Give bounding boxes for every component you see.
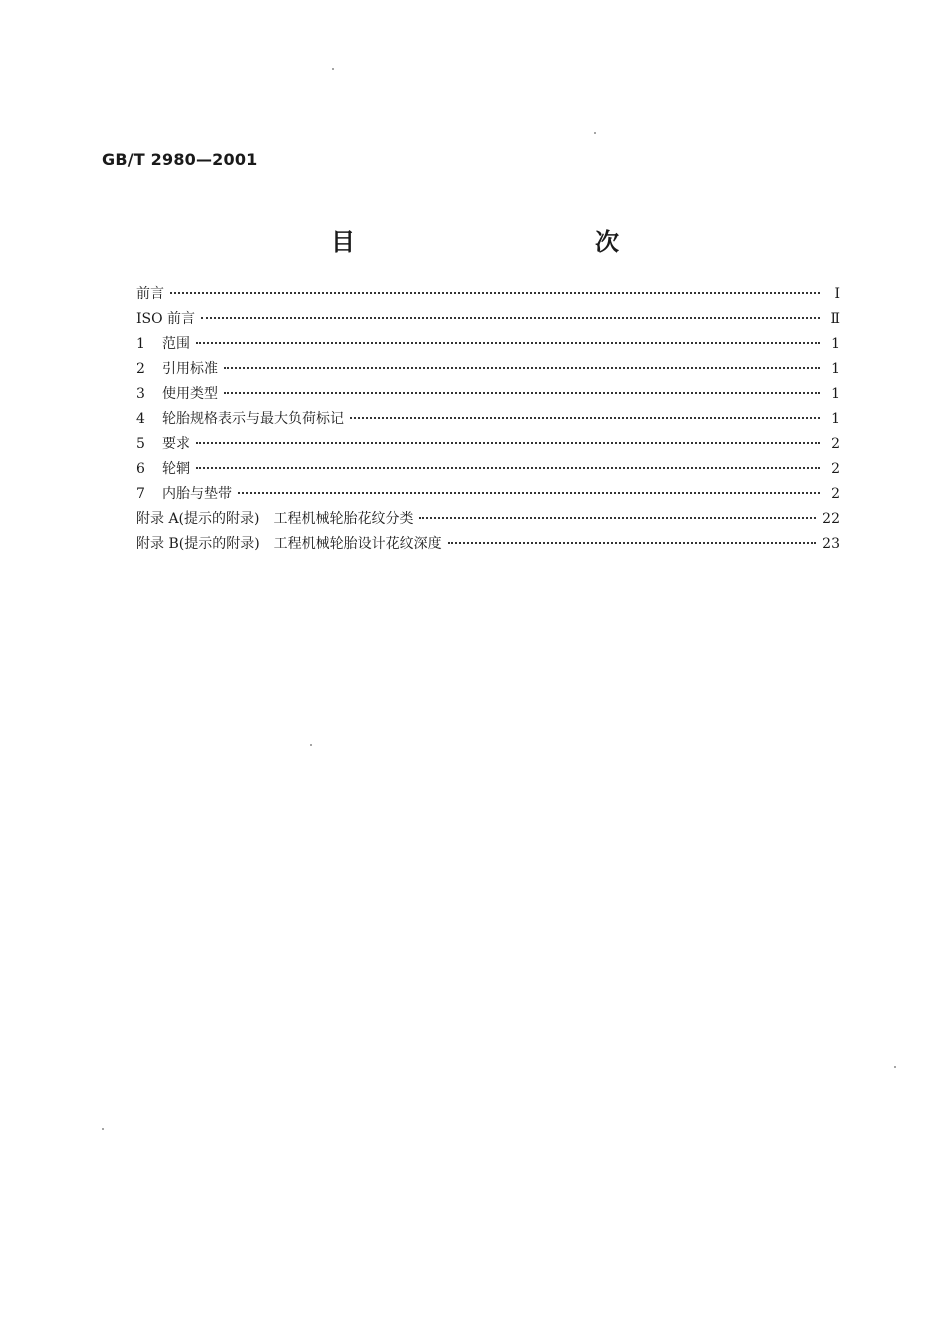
toc-entry-rims[interactable]: [136, 457, 840, 482]
toc-page-number: 2: [831, 461, 840, 477]
page-title: 目 次: [331, 228, 683, 256]
toc-section-number: 3: [136, 386, 145, 402]
toc-label: 轮辋: [162, 461, 190, 477]
toc-entry-appendix-a[interactable]: [136, 507, 840, 532]
toc-label: 使用类型: [162, 386, 218, 402]
toc-entry-scope[interactable]: [136, 332, 840, 357]
scan-speck: [310, 744, 312, 746]
toc-entry-preface[interactable]: [136, 282, 840, 307]
toc-label: 附录 A(提示的附录) 工程机械轮胎花纹分类: [136, 511, 414, 527]
toc-page-number: 1: [831, 336, 840, 352]
toc-leader-dots: [224, 392, 820, 394]
toc-leader-dots: [224, 367, 820, 369]
toc-leader-dots: [196, 467, 820, 469]
scan-speck: [594, 132, 596, 134]
table-of-contents: [136, 282, 840, 557]
toc-label: 范围: [162, 336, 190, 352]
toc-entry-appendix-b[interactable]: [136, 532, 840, 557]
toc-entry-iso-preface[interactable]: [136, 307, 840, 332]
toc-entry-requirements[interactable]: [136, 432, 840, 457]
toc-leader-dots: [238, 492, 820, 494]
toc-label: 内胎与垫带: [162, 486, 232, 502]
toc-leader-dots: [350, 417, 820, 419]
toc-leader-dots: [419, 517, 816, 519]
toc-leader-dots: [201, 317, 820, 319]
toc-label: ISO 前言: [136, 311, 196, 327]
toc-section-number: 2: [136, 361, 145, 377]
scan-speck: [894, 1066, 896, 1068]
toc-label: 前言: [136, 286, 164, 302]
toc-leader-dots: [170, 292, 820, 294]
toc-label: 引用标准: [162, 361, 218, 377]
toc-entry-references[interactable]: [136, 357, 840, 382]
toc-leader-dots: [196, 442, 820, 444]
toc-section-number: 6: [136, 461, 145, 477]
toc-label: 要求: [162, 436, 190, 452]
toc-leader-dots: [448, 542, 817, 544]
toc-entry-usage-types[interactable]: [136, 382, 840, 407]
toc-label: 附录 B(提示的附录) 工程机械轮胎设计花纹深度: [136, 536, 442, 552]
toc-page-number: 1: [831, 386, 840, 402]
toc-page-number: 1: [831, 411, 840, 427]
scan-speck: [102, 1128, 104, 1130]
toc-entry-inner-tubes[interactable]: [136, 482, 840, 507]
toc-section-number: 7: [136, 486, 145, 502]
toc-page-number: 2: [831, 486, 840, 502]
toc-section-number: 4: [136, 411, 145, 427]
toc-page-number: Ⅱ: [830, 311, 840, 327]
toc-leader-dots: [196, 342, 820, 344]
toc-page-number: 1: [831, 361, 840, 377]
toc-section-number: 5: [136, 436, 145, 452]
scan-speck: [332, 68, 334, 70]
toc-page-number: 22: [822, 511, 840, 527]
toc-entry-tire-designation[interactable]: [136, 407, 840, 432]
standard-number: GB/T 2980—2001: [102, 150, 258, 169]
toc-page-number: I: [834, 286, 840, 302]
toc-section-number: 1: [136, 336, 145, 352]
toc-page-number: 2: [831, 436, 840, 452]
toc-page-number: 23: [822, 536, 840, 552]
toc-label: 轮胎规格表示与最大负荷标记: [162, 411, 344, 427]
